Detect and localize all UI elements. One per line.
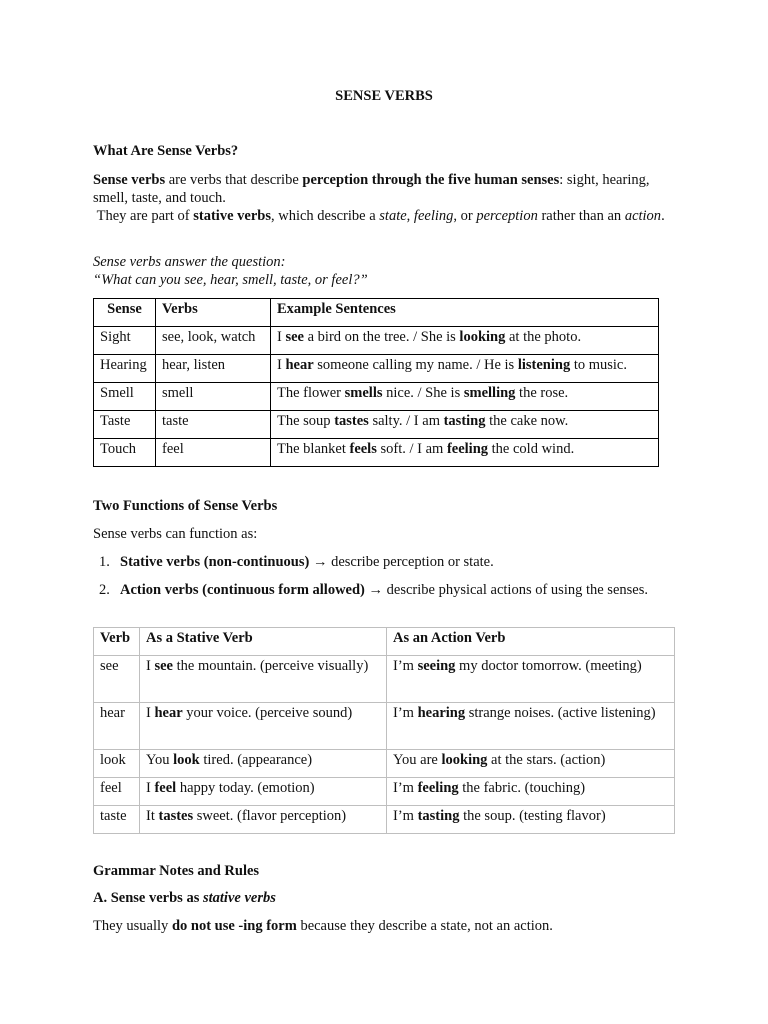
example-text: nice. / She is (382, 385, 464, 401)
list-item-bold: Stative verbs (non-continuous) (120, 554, 310, 570)
cell-text: I’m (393, 808, 418, 824)
stative-text: rather than an (537, 208, 625, 224)
verbs-cell: taste (156, 411, 271, 439)
arrow-icon: → (309, 554, 332, 570)
grammar-paragraph (93, 918, 553, 935)
stative-cell (140, 778, 387, 806)
stative-cell (140, 750, 387, 778)
cell-bold: feeling (417, 780, 459, 796)
cell-text: You (146, 752, 174, 768)
cell-bold: look (173, 752, 200, 768)
stative-cell (140, 656, 387, 703)
example-text: salty. / I am (368, 413, 444, 429)
cell-bold: hearing (417, 705, 466, 721)
table-row (94, 778, 675, 806)
stative-italic-action: action (624, 208, 662, 224)
sense-cell: Smell (94, 383, 156, 411)
stative-cell (140, 703, 387, 750)
example-bold: smells (344, 385, 383, 401)
cell-text: at the stars. (action) (487, 752, 606, 768)
cell-bold: hear (154, 705, 183, 721)
example-cell (271, 327, 659, 355)
cell-bold: see (154, 658, 173, 674)
cell-text: I’m (393, 780, 418, 796)
verbs-cell: smell (156, 383, 271, 411)
table-header-row (94, 299, 659, 327)
example-bold: feels (349, 441, 377, 457)
stative-italic-state: state (379, 208, 407, 224)
paragraph-text: because they describe a state, not an action. (296, 918, 553, 934)
cell-text: strange noises. (active listening) (465, 705, 656, 721)
section-heading-what-are: What Are Sense Verbs? (93, 143, 239, 159)
action-cell (387, 656, 675, 703)
example-text: I (277, 329, 286, 345)
example-bold: feeling (446, 441, 489, 457)
table-row (94, 355, 659, 383)
subheading-italic: stative verbs (202, 890, 276, 906)
cell-bold: tastes (158, 808, 194, 824)
action-cell (387, 750, 675, 778)
example-cell (271, 439, 659, 467)
stative-text: . (661, 208, 665, 224)
list-number: 2. (99, 582, 110, 598)
cell-bold: tasting (417, 808, 460, 824)
list-item (99, 581, 659, 599)
example-bold: listening (517, 357, 571, 373)
compare-table (93, 627, 675, 834)
action-cell (387, 806, 675, 834)
example-text: to music. (570, 357, 627, 373)
intro-text: are verbs that describe (165, 172, 303, 188)
cell-text: I’m (393, 658, 418, 674)
verb-cell: look (94, 750, 140, 778)
col-header-verbs: Verbs (156, 299, 271, 327)
example-text: the cake now. (485, 413, 569, 429)
stative-text: , which describe a (270, 208, 380, 224)
action-cell (387, 703, 675, 750)
example-text: The soup (277, 413, 335, 429)
example-text: The flower (277, 385, 345, 401)
example-bold: tasting (443, 413, 486, 429)
list-item-bold: Action verbs (continuous form allowed) (120, 582, 365, 598)
cell-text: happy today. (emotion) (176, 780, 315, 796)
cell-text: the soup. (testing flavor) (459, 808, 606, 824)
table-row (94, 327, 659, 355)
cell-text: I (146, 658, 155, 674)
stative-italic-perception: perception (476, 208, 538, 224)
functions-intro: Sense verbs can function as: (93, 526, 258, 542)
col-header-verb: Verb (94, 628, 140, 656)
table-row (94, 439, 659, 467)
arrow-icon: → (364, 582, 387, 598)
cell-text: I (146, 780, 155, 796)
cell-text: You are (393, 752, 442, 768)
table-row (94, 750, 675, 778)
section-heading-functions: Two Functions of Sense Verbs (93, 498, 278, 514)
paragraph-bold: do not use -ing form (171, 918, 297, 934)
col-header-action: As an Action Verb (387, 628, 675, 656)
example-text: at the photo. (505, 329, 582, 345)
sense-cell: Hearing (94, 355, 156, 383)
cell-text: tired. (appearance) (199, 752, 313, 768)
table-row (94, 411, 659, 439)
list-item-text: describe perception or state. (331, 554, 494, 570)
verb-cell: feel (94, 778, 140, 806)
example-text: soft. / I am (376, 441, 447, 457)
table-header-row (94, 628, 675, 656)
example-cell (271, 355, 659, 383)
stative-paragraph (93, 207, 678, 225)
intro-bold-perception: perception through the five human senses (302, 172, 560, 188)
example-bold: smelling (463, 385, 516, 401)
stative-text: They are part of (93, 208, 194, 224)
functions-list (99, 553, 659, 599)
paragraph-text: They usually (93, 918, 172, 934)
question-line-1: Sense verbs answer the question: (93, 254, 286, 270)
cell-text: sweet. (flavor perception) (193, 808, 347, 824)
example-text: the cold wind. (488, 441, 575, 457)
cell-text: I’m (393, 705, 418, 721)
cell-bold: looking (441, 752, 488, 768)
verb-cell: hear (94, 703, 140, 750)
cell-text: the mountain. (perceive visually) (172, 658, 369, 674)
subheading-a (93, 890, 276, 907)
example-cell (271, 411, 659, 439)
table-row (94, 703, 675, 750)
intro-paragraph (93, 171, 673, 207)
intro-bold-sense-verbs: Sense verbs (93, 172, 166, 188)
question-line-2: “What can you see, hear, smell, taste, or feel?” (93, 272, 368, 288)
cell-text: the fabric. (touching) (458, 780, 586, 796)
sense-cell: Taste (94, 411, 156, 439)
section-heading-grammar: Grammar Notes and Rules (93, 863, 260, 879)
list-item-text: describe physical actions of using the senses. (386, 582, 648, 598)
stative-bold: stative verbs (193, 208, 271, 224)
cell-text: It (146, 808, 159, 824)
sense-cell: Sight (94, 327, 156, 355)
sense-cell: Touch (94, 439, 156, 467)
verb-cell: see (94, 656, 140, 703)
cell-bold: feel (154, 780, 177, 796)
table-row (94, 656, 675, 703)
example-bold: tastes (334, 413, 369, 429)
senses-table (93, 298, 659, 467)
example-bold: hear (285, 357, 314, 373)
table-row (94, 806, 675, 834)
cell-text: my doctor tomorrow. (meeting) (455, 658, 642, 674)
example-text: The blanket (277, 441, 350, 457)
list-number: 1. (99, 554, 110, 570)
cell-text: I (146, 705, 155, 721)
subheading-text: A. Sense verbs as (93, 890, 203, 906)
stative-italic-feeling: feeling (413, 208, 454, 224)
example-bold: see (285, 329, 304, 345)
cell-bold: seeing (417, 658, 456, 674)
list-item (99, 553, 659, 571)
stative-text: , or (453, 208, 477, 224)
verbs-cell: hear, listen (156, 355, 271, 383)
page-title: SENSE VERBS (335, 88, 433, 104)
verbs-cell: feel (156, 439, 271, 467)
table-row (94, 383, 659, 411)
intro-text: : sight, hearing, smell, taste, and touch. (93, 172, 650, 206)
stative-cell (140, 806, 387, 834)
example-text: a bird on the tree. / She is (303, 329, 460, 345)
verbs-cell: see, look, watch (156, 327, 271, 355)
col-header-sense: Sense (94, 299, 156, 327)
col-header-stative: As a Stative Verb (140, 628, 387, 656)
action-cell (387, 778, 675, 806)
col-header-examples: Example Sentences (271, 299, 659, 327)
example-text: the rose. (515, 385, 569, 401)
stative-text: , (406, 208, 414, 224)
example-text: someone calling my name. / He is (313, 357, 518, 373)
cell-text: your voice. (perceive sound) (182, 705, 353, 721)
verb-cell: taste (94, 806, 140, 834)
example-text: I (277, 357, 286, 373)
example-cell (271, 383, 659, 411)
example-bold: looking (459, 329, 506, 345)
